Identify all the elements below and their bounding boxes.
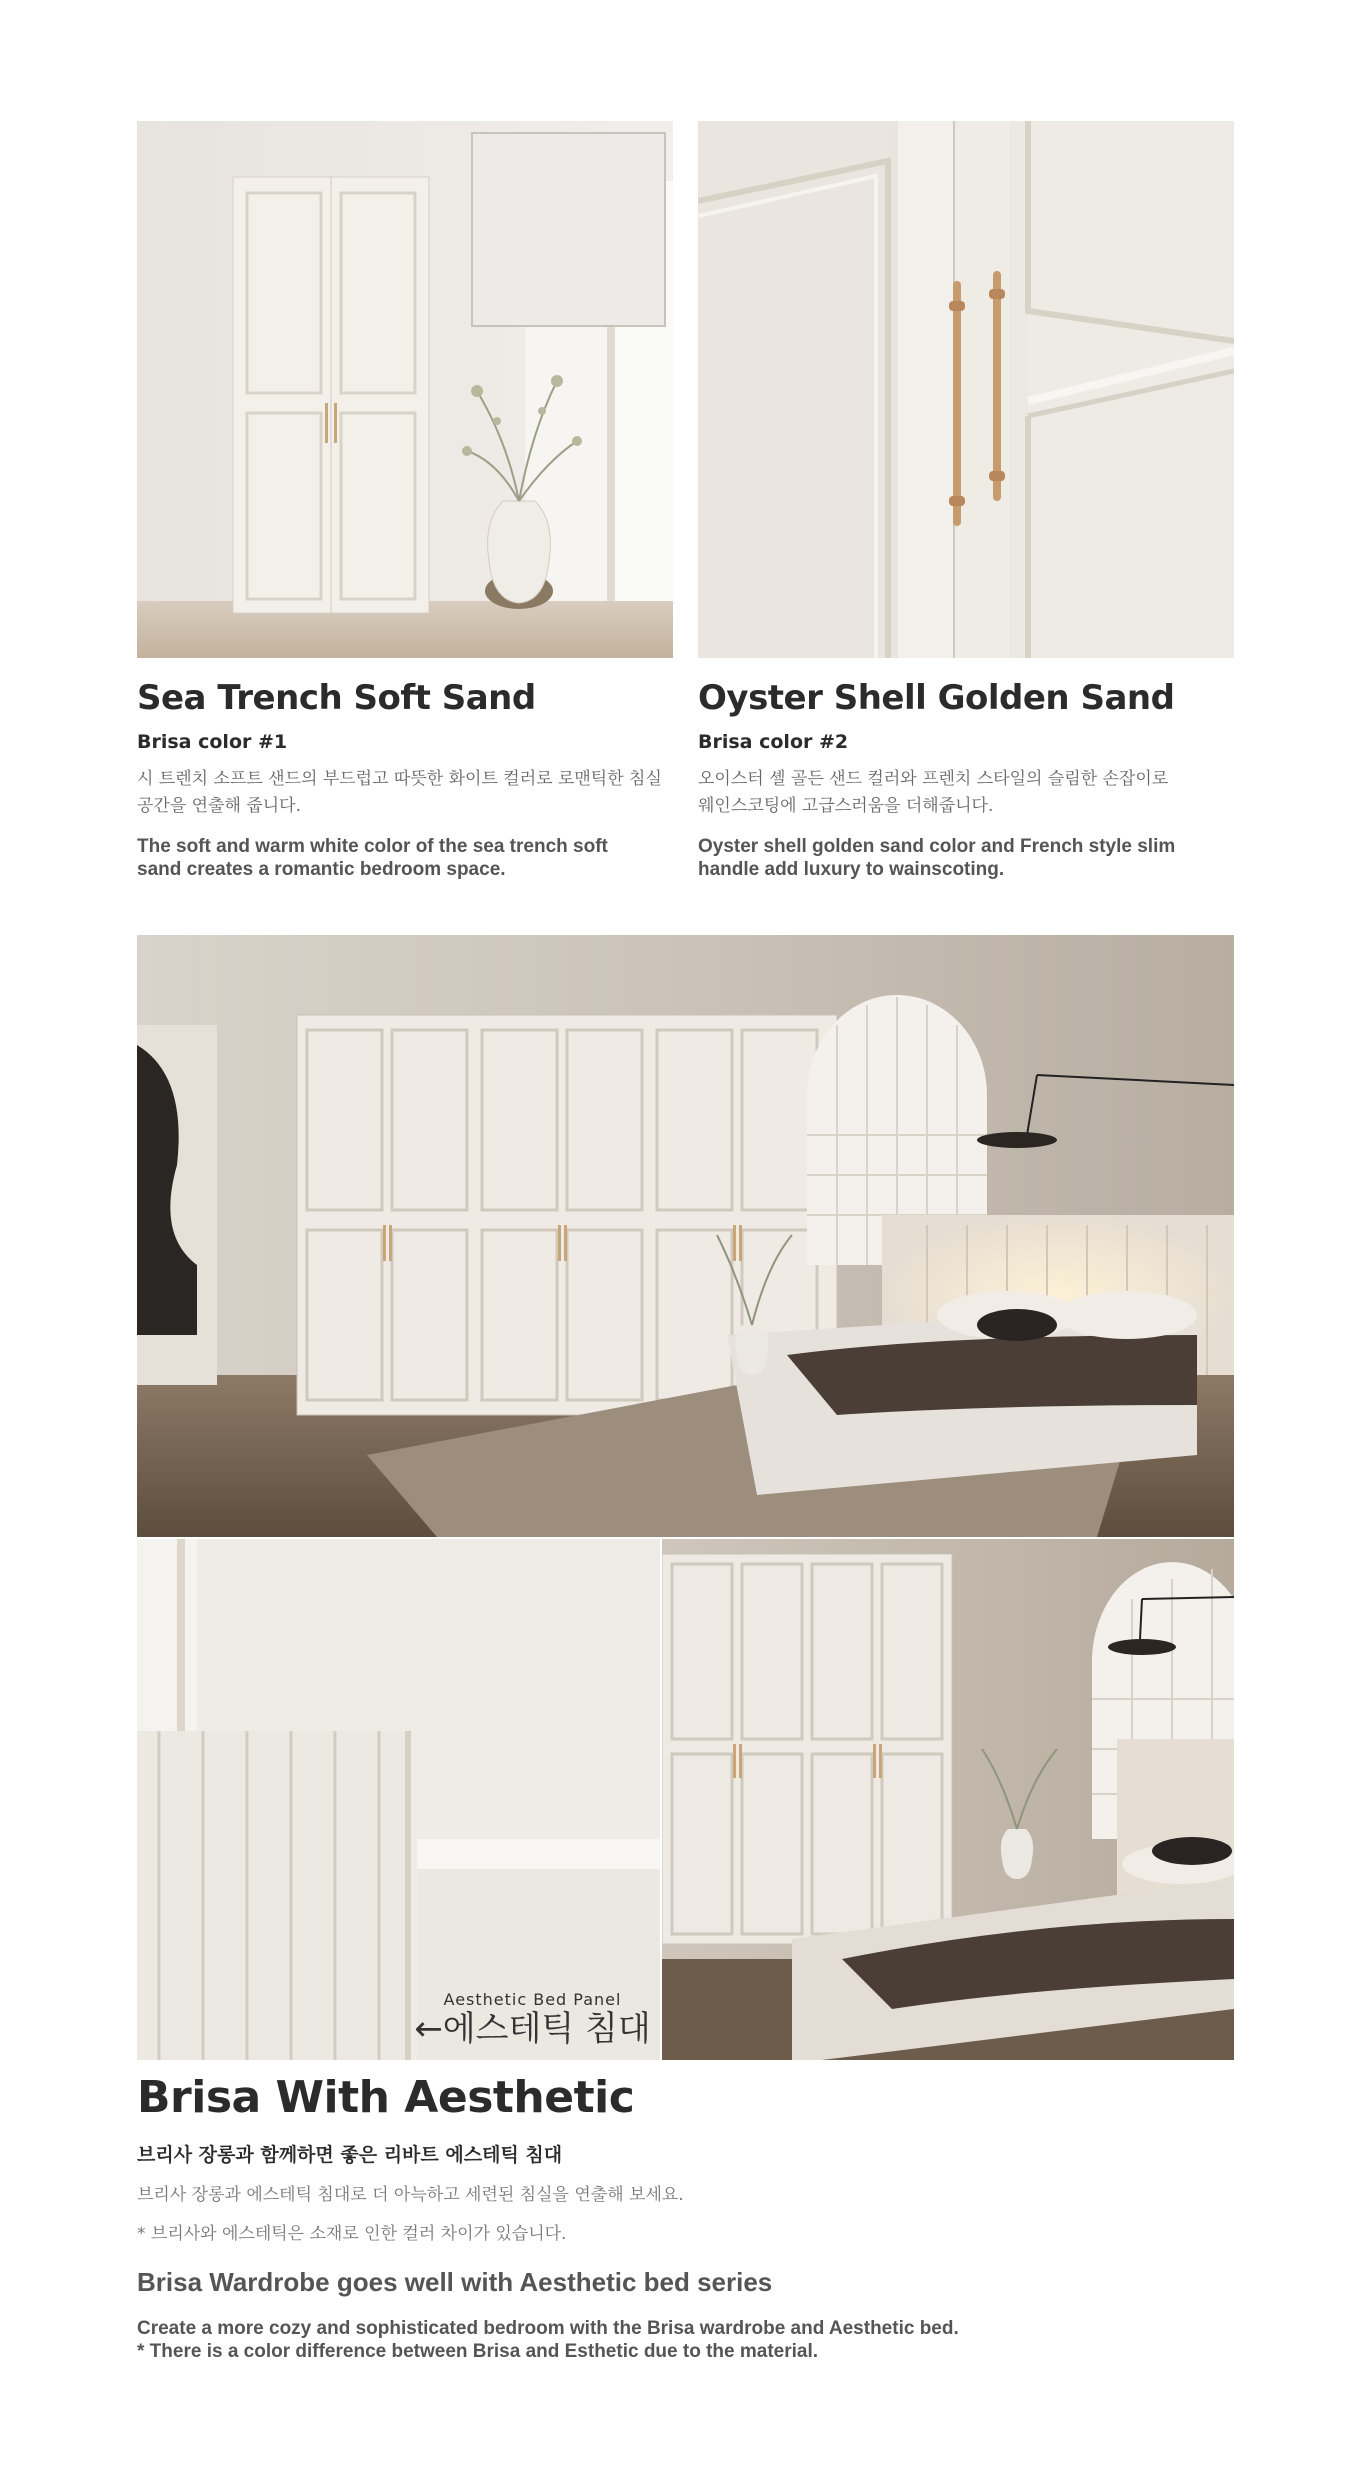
panel-caption-en: Aesthetic Bed Panel bbox=[443, 1990, 622, 2009]
bed-panel-illustration bbox=[137, 1539, 660, 2060]
wardrobe-room-photo bbox=[137, 121, 673, 658]
color-1-en-line2: sand creates a romantic bedroom space. bbox=[137, 859, 506, 880]
aesthetic-kr-desc: 브리사 장롱과 에스테틱 침대로 더 아늑하고 세련된 침실을 연출해 보세요. bbox=[137, 2185, 684, 2205]
bedroom-wide-photo bbox=[137, 935, 1234, 1537]
aesthetic-en-line2: * There is a color difference between Brisa and Esthetic due to the material. bbox=[137, 2341, 819, 2362]
color-2-kr-line2: 웨인스코팅에 고급스러움을 더해줍니다. bbox=[698, 796, 994, 816]
bedroom-corner-illustration bbox=[662, 1539, 1234, 2060]
color-2-label: Brisa color #2 bbox=[698, 731, 849, 753]
door-handle-detail-photo bbox=[698, 121, 1234, 658]
bed-panel-detail-photo bbox=[137, 1539, 660, 2060]
color-2-kr-line1: 오이스터 셸 골든 샌드 컬러와 프렌치 스타일의 슬림한 손잡이로 bbox=[698, 769, 1169, 789]
color-2-title: Oyster Shell Golden Sand bbox=[698, 678, 1175, 718]
aesthetic-subtitle: 브리사 장롱과 함께하면 좋은 리바트 에스테틱 침대 bbox=[137, 2144, 563, 2166]
aesthetic-title: Brisa With Aesthetic bbox=[137, 2072, 635, 2123]
color-2-en-line2: handle add luxury to wainscoting. bbox=[698, 859, 1005, 880]
color-1-title: Sea Trench Soft Sand bbox=[137, 678, 536, 718]
aesthetic-en-heading: Brisa Wardrobe goes well with Aesthetic bed series bbox=[137, 2267, 773, 2297]
door-handle-illustration bbox=[698, 121, 1234, 658]
bedroom-wide-illustration bbox=[137, 935, 1234, 1537]
bedroom-corner-photo bbox=[662, 1539, 1234, 2060]
aesthetic-kr-note: * 브리사와 에스테틱은 소재로 인한 컬러 차이가 있습니다. bbox=[137, 2224, 567, 2244]
color-1-en-line1: The soft and warm white color of the sea trench soft bbox=[137, 836, 608, 857]
color-1-kr-line2: 공간을 연출해 줍니다. bbox=[137, 796, 302, 816]
color-1-kr-line1: 시 트렌치 소프트 샌드의 부드럽고 따뜻한 화이트 컬러로 로맨틱한 침실 bbox=[137, 769, 662, 789]
panel-caption bbox=[410, 1990, 655, 2049]
color-1-label: Brisa color #1 bbox=[137, 731, 288, 753]
wardrobe-room-illustration bbox=[137, 121, 673, 658]
aesthetic-en-line1: Create a more cozy and sophisticated bedroom with the Brisa wardrobe and Aesthetic bed. bbox=[137, 2318, 959, 2339]
panel-caption-kr: ←에스테틱 침대 bbox=[414, 2009, 651, 2049]
color-2-en-line1: Oyster shell golden sand color and French style slim bbox=[698, 836, 1176, 857]
